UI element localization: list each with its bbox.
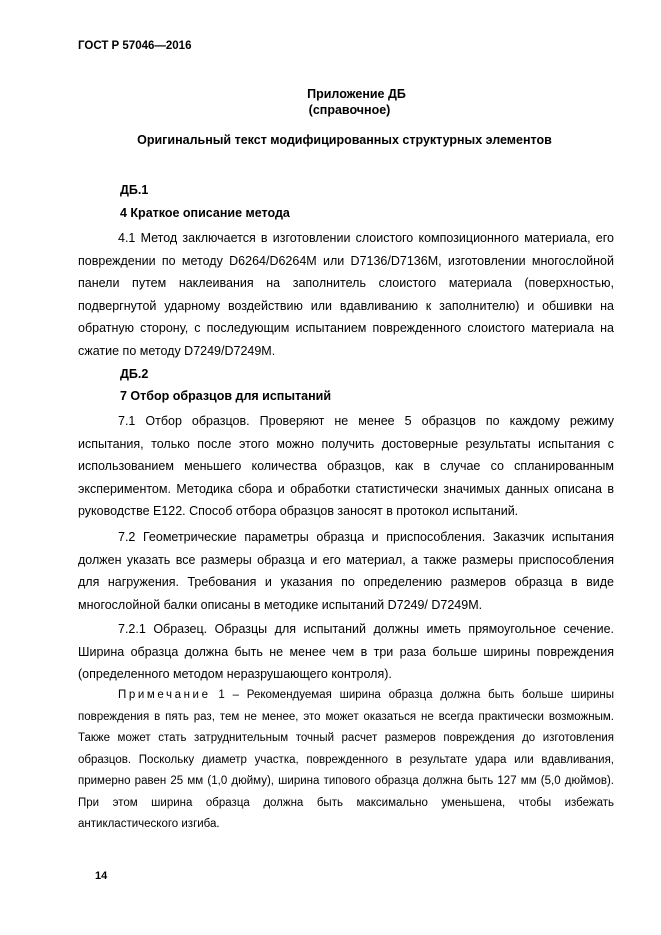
note-label: Примечание (118, 689, 211, 701)
paragraph-4-1: 4.1 Метод заключается в изготовлении слоистого композиционного материала, его повреждении по методу D6264/D6264M или D7136/D7136M, изготовлении многослойной панели путем наклеивания на заполнитель слоистого материала (поверхностью, подвергнутой ударному воздействию или вдавливанию к заполнителю) и обшивки на обратную сторону, с последующим испытанием поврежденного слоистого материала на сжатие по методу D7249/D7249M. (78, 231, 614, 358)
paragraph-7-2-1: 7.2.1 Образец. Образцы для испытаний должны иметь прямоугольное сечение. Ширина образца должна быть не менее чем в три раза больше ширины повреждения (определенного методом неразрушающего контроля). (78, 622, 614, 681)
page-number: 14 (95, 870, 108, 882)
paragraph-7-1: 7.1 Отбор образцов. Проверяют не менее 5 образцов по каждому режиму испытания, только после этого можно получить достоверные результаты испытания с использованием меньшего количества образцов, как в случае со спланированным экспериментом. Методика сбора и обработки статистически значимых данных описана в руководстве Е122. Способ отбора образцов заносят в протокол испытаний. (78, 414, 614, 518)
section-id-db1: ДБ.1 (120, 183, 149, 197)
note-text: 1 – Рекомендуемая ширина образца должна быть больше ширины повреждения в пять раз, тем не менее, это может оказаться не всегда практически возможным. Также может стать затруднительным точный расчет размеров повреждения до изготовления образцов. Поскольку диаметр участка, поврежденного в результате удара или вдавливания, примерно равен 25 мм (1,0 дюйму), ширина типового образца должна быть 127 мм (5,0 дюймов). При этом ширина образца должна быть максимально уменьшена, чтобы избежать антикластического изгиба. (78, 689, 614, 830)
section-title-db2: 7 Отбор образцов для испытаний (120, 389, 332, 403)
note-paragraph (78, 685, 614, 836)
appendix-subtitle: (справочное) (308, 103, 391, 117)
section-id-db2: ДБ.2 (120, 367, 149, 381)
document-header: ГОСТ Р 57046—2016 (78, 40, 192, 52)
paragraph-7-2: 7.2 Геометрические параметры образца и приспособления. Заказчик испытания должен указать все размеры образца и его материал, а также размеры приспособления для нагружения. Требования и указания по определению размеров образца в виде многослойной балки описаны в методике испытаний D7249/ D7249M. (78, 530, 614, 612)
appendix-title: Приложение ДБ (307, 87, 406, 101)
appendix-heading: Оригинальный текст модифицированных структурных элементов (137, 133, 552, 147)
section-title-db1: 4 Краткое описание метода (120, 206, 290, 220)
